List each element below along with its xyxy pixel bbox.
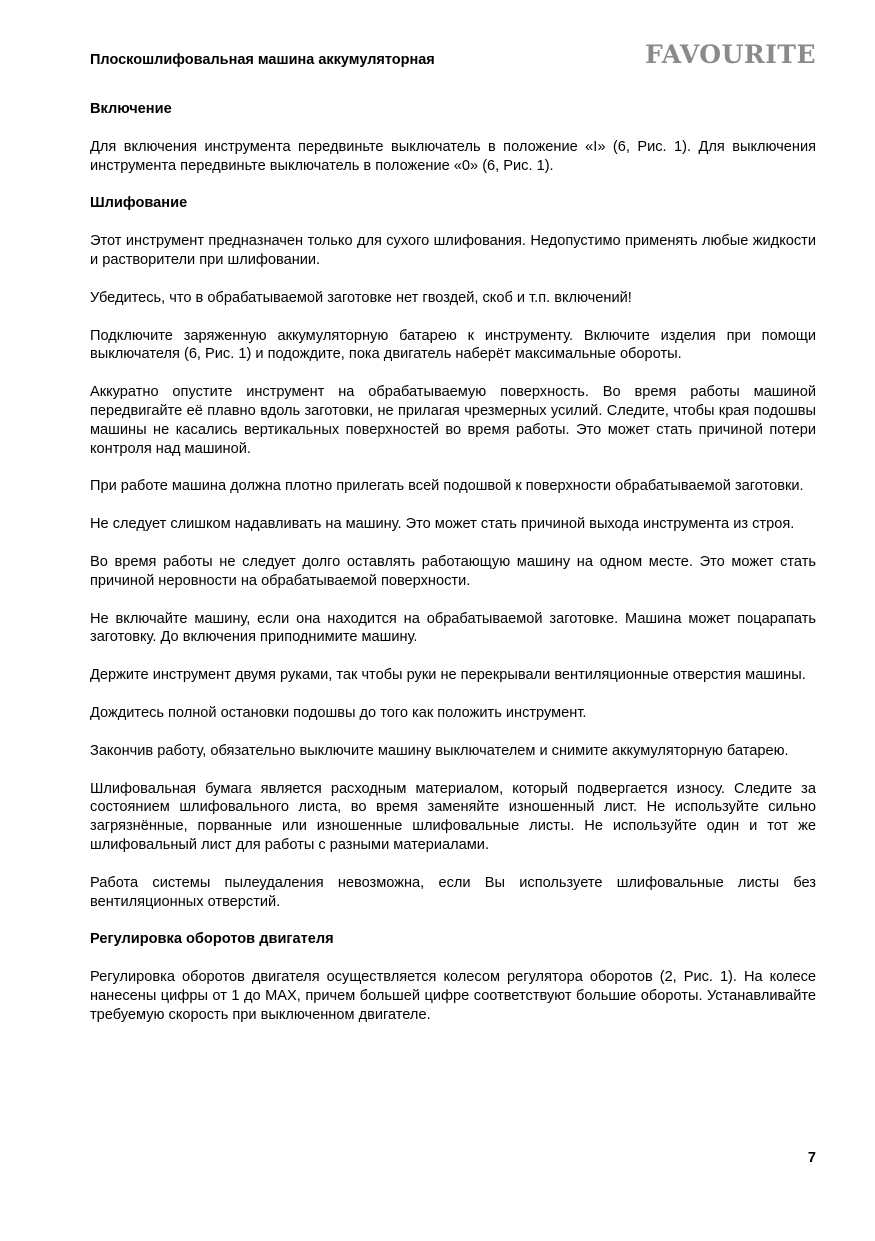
paragraph: Работа системы пылеудаления невозможна, если Вы используете шлифовальные листы без вентиляционных отверстий. bbox=[90, 874, 816, 910]
section-speed-control bbox=[90, 930, 816, 1024]
document-body bbox=[90, 100, 816, 1044]
page-header bbox=[90, 40, 816, 74]
paragraph: Не следует слишком надавливать на машину. Это может стать причиной выхода инструмента из строя. bbox=[90, 516, 795, 533]
section-sanding bbox=[90, 194, 816, 911]
paragraph: Подключите заряженную аккумуляторную батарею к инструменту. Включите изделия при помощи выключателя (6, Рис. 1) и подождите, пока двигатель наберёт максимальные обороты. bbox=[90, 327, 816, 363]
section-heading: Включение bbox=[90, 101, 172, 117]
paragraph: Аккуратно опустите инструмент на обрабатываемую поверхность. Во время работы машиной передвигайте её плавно вдоль заготовки, не прилагая чрезмерных усилий. Следите, чтобы края подошвы машины не касались вертикальных поверхностей во время работы. Это может стать причиной потери контроля над машиной. bbox=[90, 384, 816, 457]
brand-logo: FAVOURITE bbox=[644, 40, 816, 69]
section-heading: Шлифование bbox=[90, 195, 188, 212]
page-number: 7 bbox=[807, 1150, 816, 1166]
paragraph: Держите инструмент двумя руками, так чтобы руки не перекрывали вентиляционные отверстия машины. bbox=[90, 667, 806, 684]
section-switching-on bbox=[90, 100, 816, 175]
paragraph: При работе машина должна плотно прилегать всей подошвой к поверхности обрабатываемой заготовки. bbox=[90, 478, 804, 495]
paragraph: Закончив работу, обязательно выключите машину выключателем и снимите аккумуляторную батарею. bbox=[90, 742, 789, 759]
paragraph: Убедитесь, что в обрабатываемой заготовке нет гвоздей, скоб и т.п. включений! bbox=[90, 289, 632, 306]
paragraph: Для включения инструмента передвиньте выключатель в положение «I» (6, Рис. 1). Для выключения инструмента передвиньте выключатель в положение «0» (6, Рис. 1). bbox=[90, 138, 816, 174]
paragraph: Этот инструмент предназначен только для сухого шлифования. Недопустимо применять любые жидкости и растворители при шлифовании. bbox=[90, 233, 816, 268]
paragraph: Шлифовальная бумага является расходным материалом, который подвергается износу. Следите за состоянием шлифовального листа, во время заменяйте изношенный лист. Не используйте сильно загрязнённые, порванные или изношенные шлифовальные листы. Не используйте один и тот же шлифовальный лист для работы с разными материалами. bbox=[90, 780, 816, 853]
paragraph: Дождитесь полной остановки подошвы до того как положить инструмент. bbox=[90, 704, 587, 721]
paragraph: Не включайте машину, если она находится на обрабатываемой заготовке. Машина может поцарапать заготовку. До включения приподнимите машину. bbox=[90, 610, 816, 646]
document-title: Плоскошлифовальная машина аккумуляторная bbox=[90, 52, 435, 68]
paragraph: Во время работы не следует долго оставлять работающую машину на одном месте. Это может стать причиной неровности на обрабатываемой поверхности. bbox=[90, 553, 816, 589]
paragraph: Регулировка оборотов двигателя осуществляется колесом регулятора оборотов (2, Рис. 1). На колесе нанесены цифры от 1 до MAX, причем большей цифре соответствуют большие обороты. Устанавливайте требуемую скорость при выключенном двигателе. bbox=[90, 969, 816, 1023]
section-heading: Регулировка оборотов двигателя bbox=[90, 931, 334, 948]
